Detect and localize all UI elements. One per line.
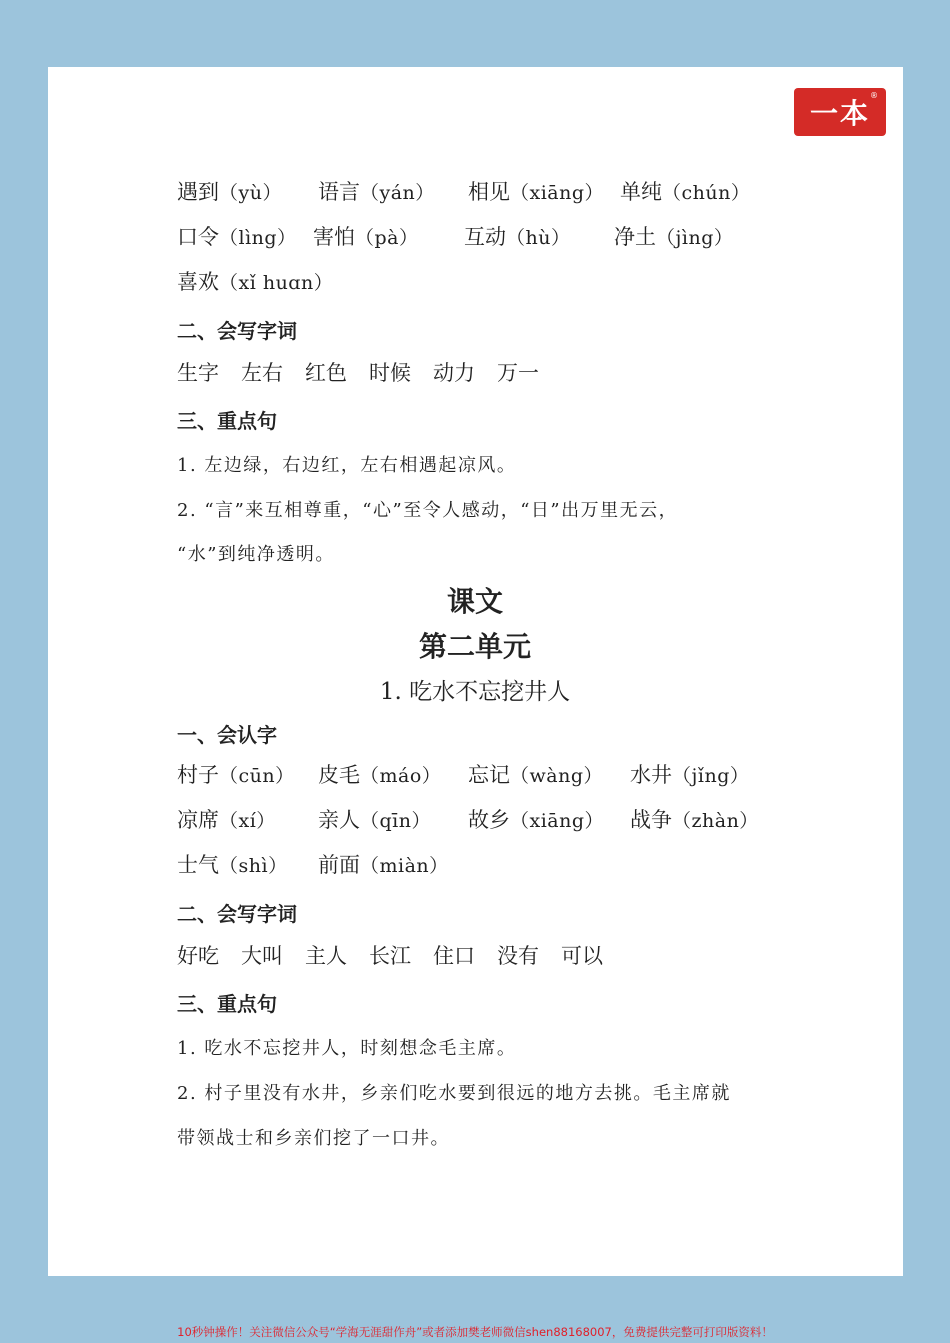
write-word: 好吃: [177, 944, 219, 968]
vocab-item: [620, 176, 750, 206]
vocab-item: [318, 849, 449, 879]
vocab-item: [177, 849, 288, 879]
vocab-item: [318, 176, 435, 206]
vocab-item: [318, 804, 431, 834]
vocab-word: 净土: [614, 225, 656, 249]
section-heading: 一、会认字: [177, 723, 277, 747]
vocab-item: [614, 221, 733, 251]
vocab-pinyin: （xiāng）: [510, 810, 605, 832]
vocab-item: [464, 221, 570, 251]
vocab-pinyin: （hù）: [506, 227, 571, 249]
vocab-pinyin: （yù）: [219, 182, 282, 204]
vocab-word: 互动: [464, 225, 506, 249]
vocab-item: [468, 759, 603, 789]
vocab-item: [468, 176, 604, 206]
write-word: 大叫: [241, 944, 283, 968]
write-word: 长江: [369, 944, 411, 968]
key-sentence: 2. 村子里没有水井，乡亲们吃水要到很远的地方去挑。毛主席就: [177, 1083, 731, 1104]
vocab-pinyin: （jìng）: [656, 227, 734, 249]
vocab-pinyin: （shì）: [219, 855, 288, 877]
write-word: 住口: [433, 944, 475, 968]
vocab-item: [177, 804, 276, 834]
vocab-item: [177, 176, 282, 206]
write-word: 左右: [241, 361, 283, 385]
vocab-word: 忘记: [468, 763, 510, 787]
vocab-item: [177, 759, 295, 789]
write-word: 可以: [561, 944, 603, 968]
vocab-pinyin: （jǐng）: [672, 765, 750, 787]
vocab-word: 口令: [177, 225, 219, 249]
vocab-item: [318, 759, 441, 789]
vocab-item: [630, 759, 749, 789]
vocab-pinyin: （qīn）: [360, 810, 431, 832]
write-word: 没有: [497, 944, 539, 968]
write-word: 生字: [177, 361, 219, 385]
vocab-pinyin: （chún）: [662, 182, 751, 204]
vocab-pinyin: （yán）: [360, 182, 435, 204]
write-word: 红色: [305, 361, 347, 385]
vocab-word: 相见: [468, 180, 510, 204]
vocab-pinyin: （xí）: [219, 810, 276, 832]
vocab-pinyin: （xǐ huɑn）: [219, 272, 334, 294]
brand-logo: [794, 88, 886, 136]
vocab-item: [468, 804, 604, 834]
write-word: 主人: [305, 944, 347, 968]
unit-title: 第二单元: [418, 630, 531, 663]
write-words-row: [177, 357, 561, 387]
write-words-row: [177, 940, 625, 970]
vocab-item: [177, 221, 297, 251]
vocab-item: [630, 804, 759, 834]
section-heading: 三、重点句: [177, 409, 277, 433]
logo-text: 一本: [809, 97, 870, 130]
vocab-word: 单纯: [620, 180, 662, 204]
vocab-word: 喜欢: [177, 270, 219, 294]
vocab-word: 害怕: [313, 225, 355, 249]
key-sentence-continued: 带领战士和乡亲们挖了一口井。: [177, 1128, 450, 1149]
vocab-item: [177, 266, 333, 296]
vocab-pinyin: （lìng）: [219, 227, 297, 249]
vocab-word: 语言: [318, 180, 360, 204]
vocab-item: [313, 221, 419, 251]
vocab-word: 皮毛: [318, 763, 360, 787]
section-heading: 三、重点句: [177, 992, 277, 1016]
vocab-word: 战争: [630, 808, 672, 832]
vocab-word: 凉席: [177, 808, 219, 832]
vocab-word: 村子: [177, 763, 219, 787]
vocab-pinyin: （cūn）: [219, 765, 295, 787]
key-sentence: 2. “言”来互相尊重，“心”至令人感动，“日”出万里无云，: [177, 500, 679, 521]
vocab-word: 水井: [630, 763, 672, 787]
vocab-pinyin: （zhàn）: [672, 810, 759, 832]
write-word: 时候: [369, 361, 411, 385]
vocab-word: 士气: [177, 853, 219, 877]
vocab-word: 前面: [318, 853, 360, 877]
vocab-pinyin: （xiāng）: [510, 182, 605, 204]
vocab-pinyin: （miàn）: [360, 855, 449, 877]
footer-promo-text: 10秒钟操作！关注微信公众号“学海无涯甜作舟”或者添加樊老师微信shen88168007，免费提供完整可打印版资料！: [177, 1325, 773, 1339]
vocab-word: 遇到: [177, 180, 219, 204]
lesson-title: 1. 吃水不忘挖井人: [379, 679, 571, 705]
key-sentence: 1. 左边绿，右边红，左右相遇起凉风。: [177, 455, 517, 476]
write-word: 动力: [433, 361, 475, 385]
vocab-pinyin: （wàng）: [510, 765, 603, 787]
section-title: 课文: [446, 585, 503, 618]
key-sentence-continued: “水”到纯净透明。: [177, 544, 335, 565]
vocab-pinyin: （máo）: [360, 765, 442, 787]
registered-mark: ®: [870, 91, 880, 100]
section-heading: 二、会写字词: [177, 902, 297, 926]
vocab-word: 亲人: [318, 808, 360, 832]
vocab-word: 故乡: [468, 808, 510, 832]
vocab-pinyin: （pà）: [355, 227, 419, 249]
write-word: 万一: [497, 361, 539, 385]
key-sentence: 1. 吃水不忘挖井人，时刻想念毛主席。: [177, 1038, 517, 1059]
section-heading: 二、会写字词: [177, 319, 297, 343]
